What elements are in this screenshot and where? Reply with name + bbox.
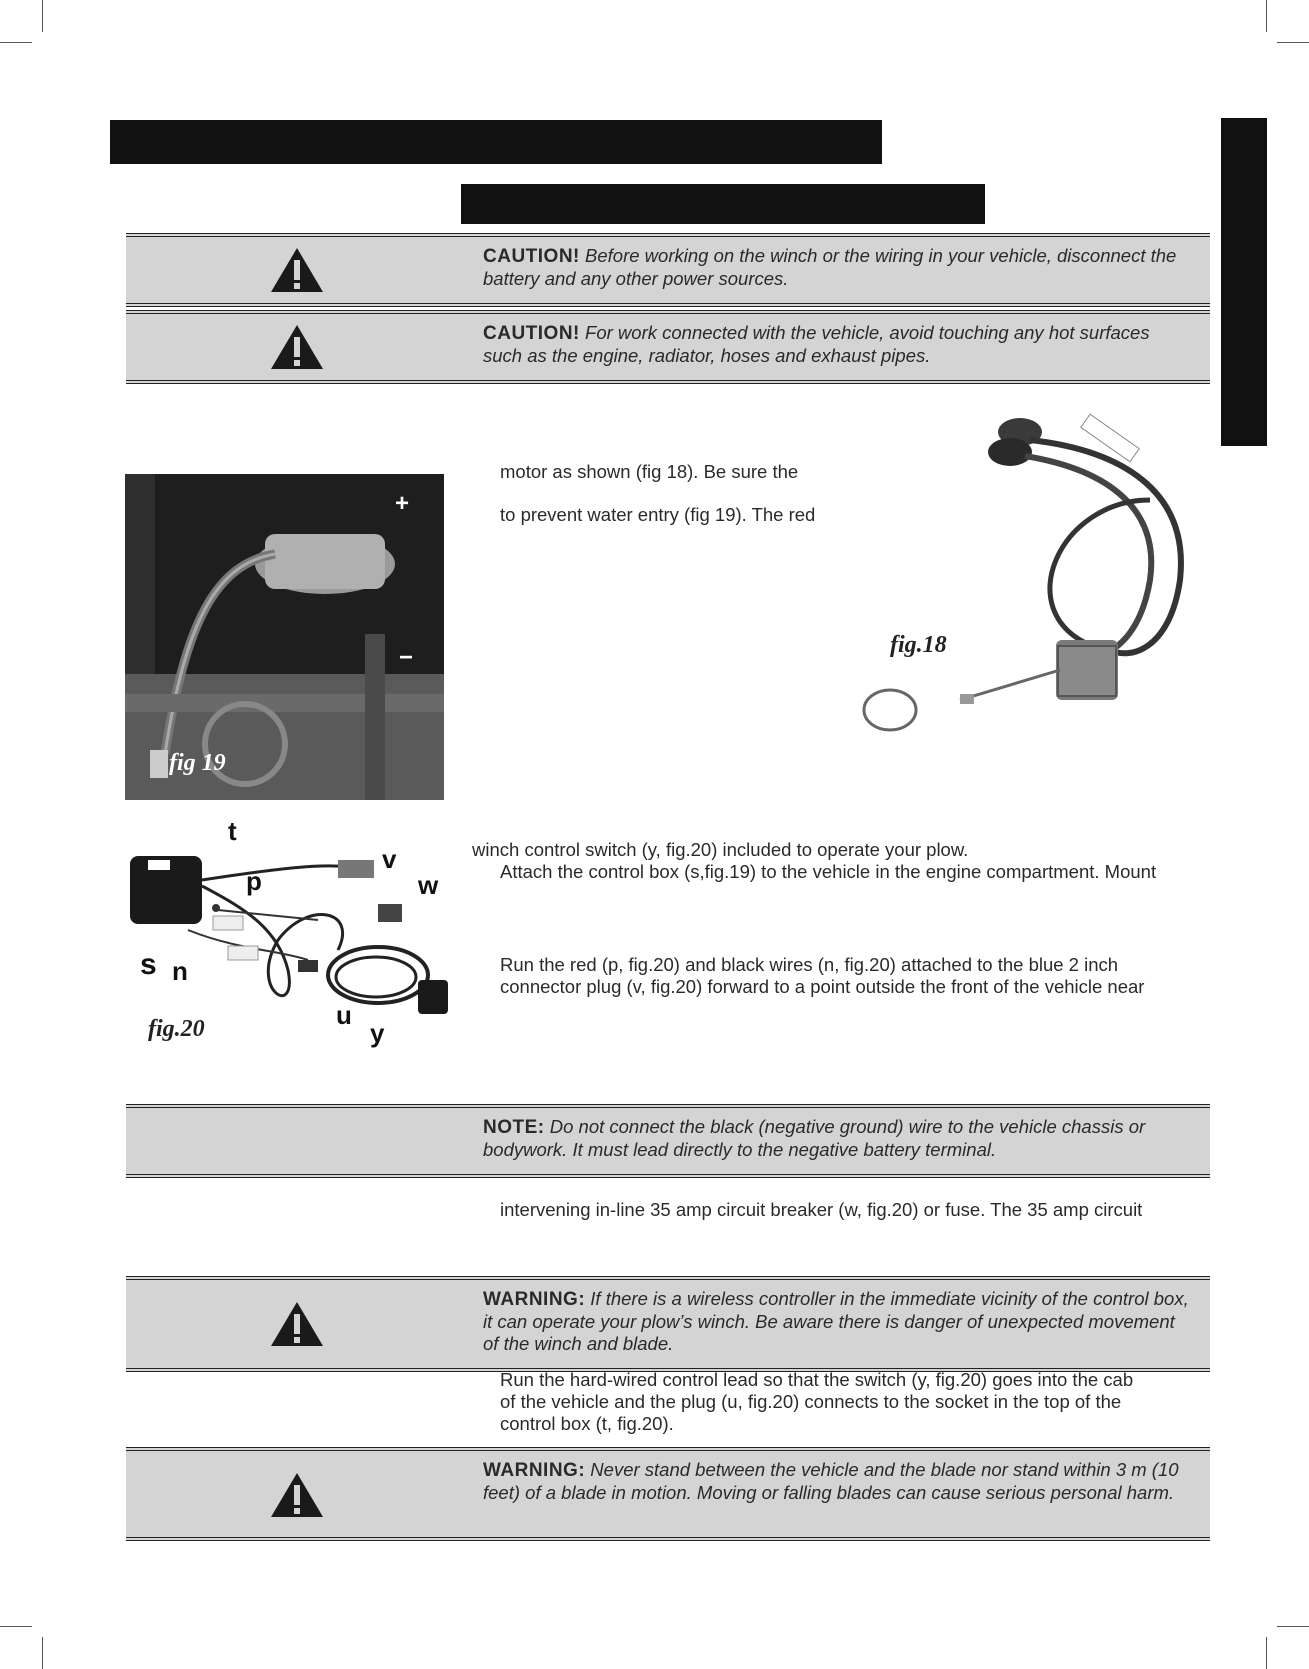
body-text: winch control switch (y, fig.20) included to operate your plow. [472, 839, 969, 860]
caution-box [126, 233, 1210, 307]
crop-mark [1277, 1626, 1309, 1627]
label-t: t [228, 820, 237, 846]
label-u: u [336, 1000, 352, 1030]
crop-mark [1266, 0, 1267, 32]
warning-text [483, 1459, 1192, 1504]
crop-mark [1277, 42, 1309, 43]
body-text: motor as shown (fig 18). Be sure the [500, 461, 799, 482]
warning-box [126, 1447, 1210, 1541]
body-text: intervening in-line 35 amp circuit breaker (w, fig.20) or fuse. The 35 amp circuit [500, 1199, 1143, 1220]
label-n: n [172, 956, 188, 986]
label-w: w [418, 870, 439, 900]
crop-mark [0, 42, 32, 43]
caution-text [483, 322, 1192, 367]
warning-triangle-icon [269, 1471, 325, 1519]
body-text: control box (t, fig.20). [500, 1413, 674, 1434]
caution-heading: CAUTION! [483, 246, 580, 267]
caution-heading: CAUTION! [483, 323, 580, 344]
label-p: p [246, 866, 262, 896]
side-tab [1221, 118, 1267, 446]
crop-mark [1266, 1637, 1267, 1669]
warning-heading: WARNING: [483, 1289, 586, 1310]
fig20-label: fig.20 [148, 1016, 205, 1042]
warning-box [126, 1276, 1210, 1372]
note-text [483, 1116, 1192, 1161]
fig19-photo [125, 474, 444, 800]
note-body: Do not connect the black (negative ground) wire to the vehicle chassis or bodywork. It must lead directly to the negative battery terminal. [483, 1116, 1146, 1160]
label-s: s [140, 948, 157, 981]
warning-text [483, 1288, 1192, 1355]
body-text: to prevent water entry (fig 19). The red [500, 504, 816, 525]
label-y: y [370, 1018, 385, 1048]
crop-mark [42, 0, 43, 32]
warning-triangle-icon [269, 246, 325, 294]
body-text: Attach the control box (s,fig.19) to the vehicle in the engine compartment. Mount [500, 861, 1157, 882]
warning-heading: WARNING: [483, 1460, 586, 1481]
note-box [126, 1104, 1210, 1178]
body-text: of the vehicle and the plug (u, fig.20) connects to the socket in the top of the [500, 1391, 1122, 1412]
warning-body: Never stand between the vehicle and the blade nor stand within 3 m (10 feet) of a blade in motion. Moving or falling blades can cause serious personal harm. [483, 1459, 1179, 1503]
fig19-label: fig 19 [169, 750, 226, 776]
fig18-label: fig.18 [890, 632, 947, 658]
negative-mark: − [399, 644, 414, 671]
section-header-bar [110, 120, 882, 164]
crop-mark [0, 1626, 32, 1627]
fig18-photo [860, 410, 1220, 740]
label-v: v [382, 844, 397, 874]
body-text: connector plug (v, fig.20) forward to a point outside the front of the vehicle near [500, 976, 1145, 997]
crop-mark [42, 1637, 43, 1669]
caution-text [483, 245, 1192, 290]
body-text: Run the red (p, fig.20) and black wires (n, fig.20) attached to the blue 2 inch [500, 954, 1119, 975]
warning-triangle-icon [269, 323, 325, 371]
body-text: Run the hard-wired control lead so that the switch (y, fig.20) goes into the cab [500, 1369, 1134, 1390]
positive-mark: + [395, 490, 410, 517]
warning-triangle-icon [269, 1300, 325, 1348]
warning-body: If there is a wireless controller in the immediate vicinity of the control box, it can operate your plow’s winch. Be aware there is danger of unexpected movement of the winch and blade. [483, 1288, 1189, 1354]
battery-cable-illustration [860, 410, 1220, 740]
caution-box [126, 310, 1210, 384]
subsection-header-bar [461, 184, 985, 224]
caution-body: For work connected with the vehicle, avoid touching any hot surfaces such as the engine, radiator, hoses and exhaust pipes. [483, 322, 1150, 366]
note-heading: NOTE: [483, 1117, 545, 1138]
caution-body: Before working on the winch or the wiring in your vehicle, disconnect the battery and any other power sources. [483, 245, 1177, 289]
fig20-photo [118, 820, 458, 1050]
